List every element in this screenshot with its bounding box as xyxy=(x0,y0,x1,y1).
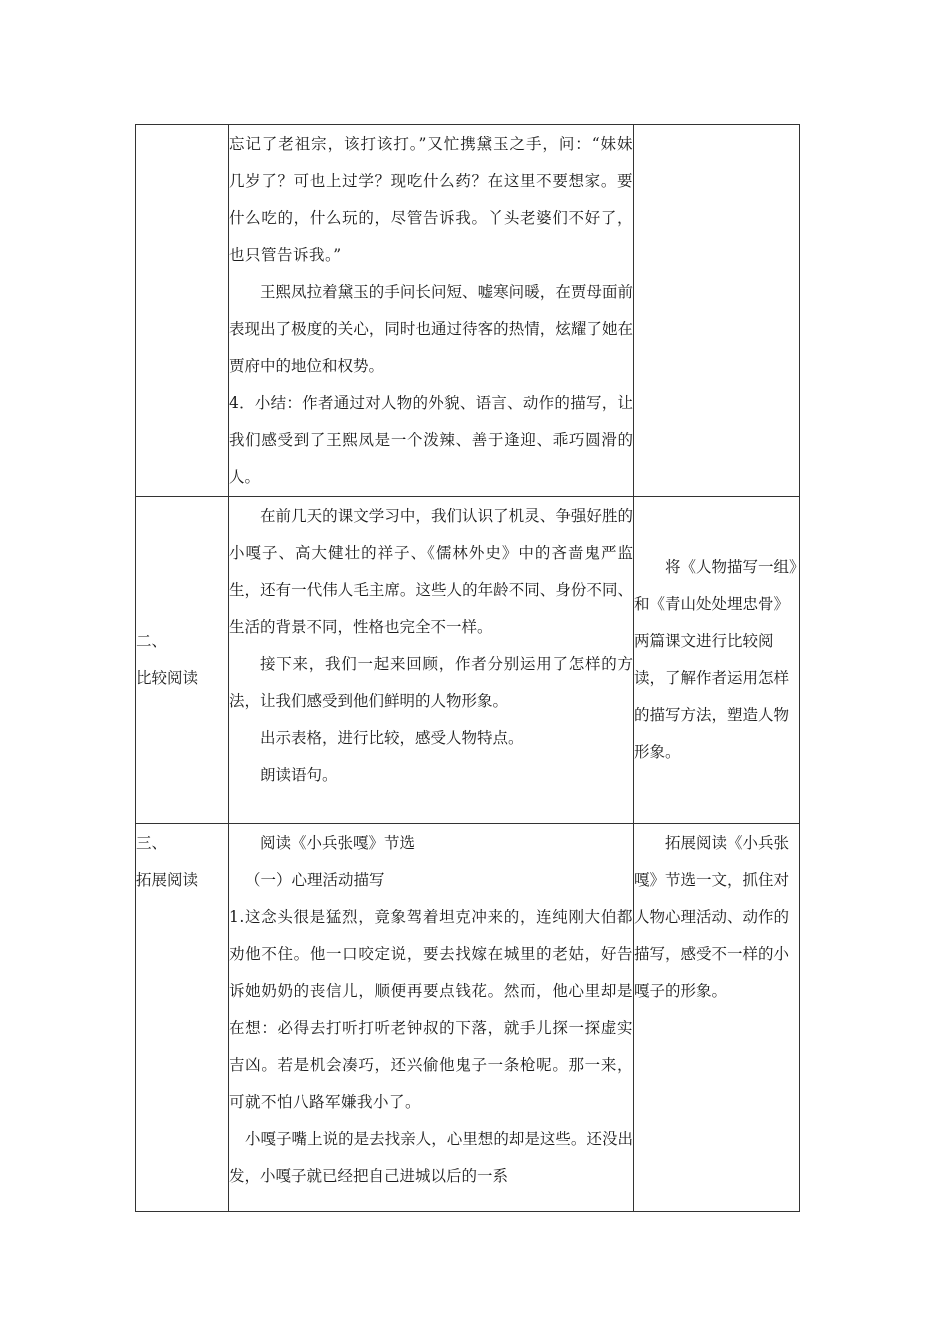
reading-subheading: （一）心理活动描写 xyxy=(245,871,385,889)
design-note: 将《人物描写一组》和《青山处处埋忠骨》两篇课文进行比较阅读，了解作者运用怎样的描写方法，塑造人物形象。 xyxy=(634,558,797,761)
section-title: 拓展阅读 xyxy=(136,871,199,889)
summary-paragraph: 4．小结：作者通过对人物的外貌、语言、动作的描写，让我们感受到了王熙凤是一个泼辣、善于逢迎、乖巧圆滑的人。 xyxy=(229,394,633,486)
section-title: 比较阅读 xyxy=(136,669,199,687)
table-row xyxy=(136,824,800,1212)
row2-section-cell xyxy=(136,497,229,824)
paragraph: 接下来，我们一起来回顾，作者分别运用了怎样的方法，让我们感受到他们鲜明的人物形象。 xyxy=(229,655,633,710)
row3-section-cell xyxy=(136,824,229,1212)
row1-note-cell xyxy=(634,125,800,497)
row3-note-cell xyxy=(634,824,800,1212)
design-note: 拓展阅读《小兵张嘎》节选一文，抓住对人物心理活动、动作的描写，感受不一样的小嘎子的形象。 xyxy=(634,834,790,1000)
paragraph: 在前几天的课文学习中，我们认识了机灵、争强好胜的小嘎子、高大健壮的祥子、《儒林外史》中的吝啬鬼严监生，还有一代伟人毛主席。这些人的年龄不同、身份不同、生活的背景不同，性格也完全不一样。 xyxy=(229,507,633,636)
table-row xyxy=(136,125,800,497)
analysis-paragraph: 王熙凤拉着黛玉的手问长问短、嘘寒问暖，在贾母面前表现出了极度的关心，同时也通过待客的热情，炫耀了她在贾府中的地位和权势。 xyxy=(229,283,633,375)
analysis-paragraph: 小嘎子嘴上说的是去找亲人，心里想的却是这些。还没出发，小嘎子就已经把自己进城以后的一系 xyxy=(229,1130,633,1185)
row2-content-cell xyxy=(229,497,634,824)
lesson-table xyxy=(135,124,800,1212)
row3-content-cell xyxy=(229,824,634,1212)
section-number: 三、 xyxy=(136,834,168,852)
quote-paragraph: 忘记了老祖宗，该打该打。”又忙携黛玉之手，问：“妹妹几岁了？可也上过学？现吃什么药？在这里不要想家。要什么吃的，什么玩的，尽管告诉我。丫头老婆们不好了，也只管告诉我。” xyxy=(229,135,633,264)
row1-content-cell xyxy=(229,125,634,497)
row1-section-cell xyxy=(136,125,229,497)
section-number: 二、 xyxy=(136,632,168,650)
excerpt-paragraph: 1.这念头很是猛烈，竟象驾着坦克冲来的，连纯刚大伯都劝他不住。他一口咬定说，要去找嫁在城里的老姑，好告诉她奶奶的丧信儿，顺便再要点钱花。然而，他心里却是在想：必得去打听打听老钟叔的下落，就手儿探一探虚实吉凶。若是机会凑巧，还兴偷他鬼子一条枪呢。那一来，可就不怕八路军嫌我小了。 xyxy=(229,908,633,1111)
row2-note-cell xyxy=(634,497,800,824)
paragraph: 朗读语句。 xyxy=(260,766,338,784)
paragraph: 出示表格，进行比较，感受人物特点。 xyxy=(260,729,524,747)
table-row xyxy=(136,497,800,824)
reading-heading: 阅读《小兵张嘎》节选 xyxy=(260,834,416,852)
